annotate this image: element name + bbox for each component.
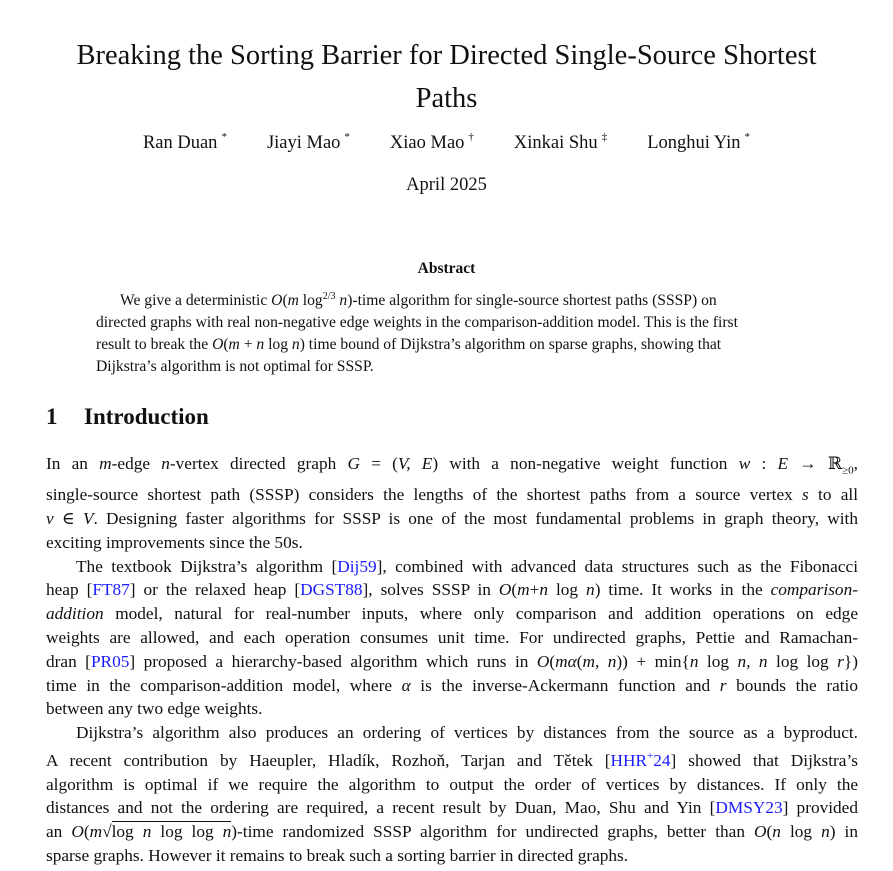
section-heading [46, 404, 209, 430]
body-line: time in the comparison-addition model, where α is the inverse-Ackermann function and r bounds the ratio [46, 675, 858, 695]
body-line: Dijkstra’s algorithm also produces an ordering of vertices by distances from the source as a byproduct. [76, 723, 858, 743]
author: Longhui Yin * [647, 131, 751, 153]
citation-link[interactable]: FT87 [92, 580, 130, 600]
author: Xinkai Shu ‡ [513, 131, 608, 153]
body-line: an O(m√log n log log n)-time randomized SSSP algorithm for undirected graphs, better than O(n log n) in [46, 822, 858, 842]
title-line-1: Breaking the Sorting Barrier for Directed Single-Source Shortest [76, 40, 817, 71]
citation-link[interactable]: Dij59 [337, 556, 377, 576]
author: Jiayi Mao * [266, 131, 350, 153]
body-line: weights are allowed, and each operation consumes unit time. For undirected graphs, Pettie and Ramachan- [46, 628, 858, 648]
citation-link[interactable]: DMSY23 [715, 798, 783, 818]
citation-link[interactable]: HHR+24 [610, 750, 671, 770]
abstract-body [96, 286, 796, 378]
section-number: 1 [46, 404, 58, 429]
citation-link[interactable]: PR05 [90, 651, 130, 671]
body-line: heap [FT87] or the relaxed heap [DGST88], solves SSSP in O(m+n log n) time. It works in the comparison- [46, 580, 858, 600]
body-line: dran [PR05] proposed a hierarchy-based algorithm which runs in O(mα(m, n)) + min{n log n, n log log r}) [46, 651, 858, 671]
author-list [0, 131, 893, 154]
section-title: Introduction [84, 404, 209, 429]
section-body [46, 452, 858, 868]
body-line: sparse graphs. However it remains to break such a sorting barrier in directed graphs. [46, 845, 629, 865]
body-line: distances and not the ordering are required, a recent result by Duan, Mao, Shu and Yin [DMSY23] provided [46, 798, 858, 818]
body-line: exciting improvements since the 50s. [46, 532, 303, 552]
abstract-line: result to break the O(m + n log n) time bound of Dijkstra’s algorithm on sparse graphs, showing that [96, 336, 722, 354]
abstract-line: directed graphs with real non-negative edge weights in the comparison-addition model. This is the first [96, 314, 738, 332]
author: Xiao Mao † [389, 131, 474, 153]
abstract-heading: Abstract [417, 260, 476, 277]
body-line: The textbook Dijkstra’s algorithm [Dij59], combined with advanced data structures such as the Fibonacci [76, 556, 858, 576]
citation-link[interactable]: DGST88 [300, 580, 363, 600]
abstract-line: We give a deterministic O(m $\log^{2/3}$ n)-time algorithm for single-source shortest paths (SSSP) on [120, 291, 717, 310]
paper-title [40, 34, 853, 120]
body-line: addition model, natural for real-number inputs, where only comparison and addition operations on edge [46, 604, 858, 624]
body-line: single-source shortest path (SSSP) considers the lengths of the shortest paths from a source vertex s to all [46, 485, 858, 505]
body-line: between any two edge weights. [46, 699, 263, 719]
body-line: A recent contribution by Haeupler, Hladík, Rozhoň, Tarjan and Tětek [HHR+24] showed that Dijkstra’s [46, 750, 858, 770]
author: Ran Duan * [142, 131, 227, 153]
title-line-2: Paths [415, 83, 478, 114]
body-line: v ∈ V. Designing faster algorithms for SSSP is one of the most fundamental problems in graph theory, with [46, 509, 858, 529]
body-line: In an m-edge n-vertex directed graph G = (V, E) with a non-negative weight function w : E → ℝ$_{\ge 0}$, [46, 454, 858, 477]
publication-date: April 2025 [406, 175, 487, 195]
abstract-line: Dijkstra’s algorithm is not optimal for SSSP. [96, 358, 374, 376]
body-line: algorithm is optimal if we require the algorithm to output the order of vertices by distances. If only the [46, 774, 858, 794]
